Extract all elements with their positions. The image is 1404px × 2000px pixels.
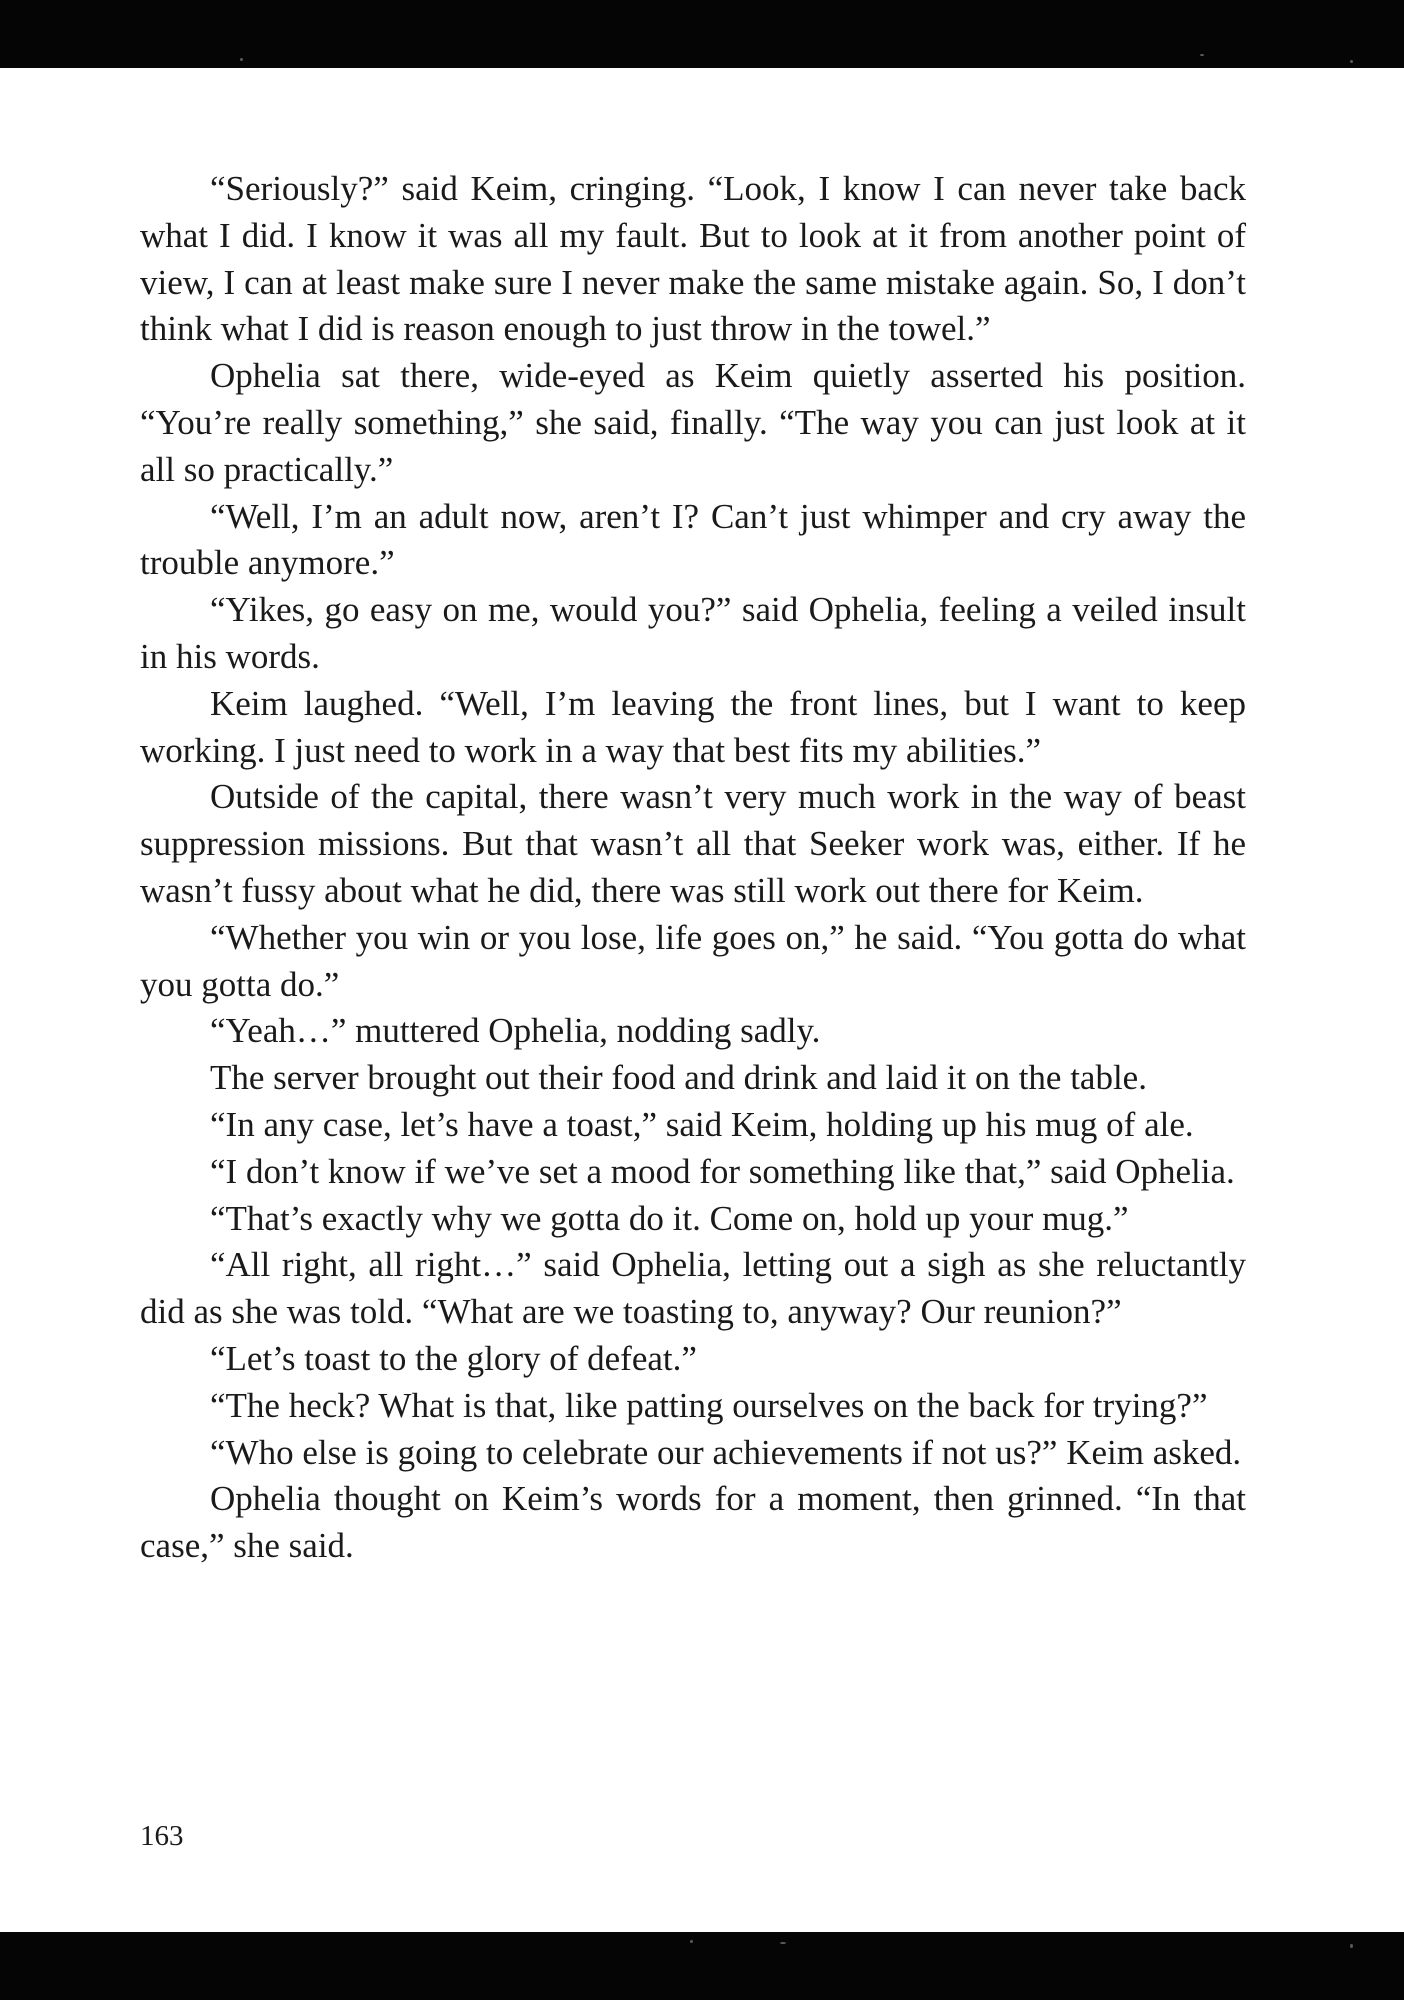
- scan-speck: [1350, 1944, 1353, 1948]
- paragraph: Ophelia sat there, wide-eyed as Keim quietly asserted his position. “You’re really something,” she said, finally. “The way you can just look at it all so practically.”: [140, 356, 1246, 489]
- bottom-scan-border: [0, 1932, 1404, 2000]
- paragraph: Keim laughed. “Well, I’m leaving the front lines, but I want to keep working. I just need to work in a way that best fits my abilities.”: [140, 683, 1246, 770]
- scan-speck: [240, 58, 243, 61]
- paragraph: “That’s exactly why we gotta do it. Come on, hold up your mug.”: [210, 1198, 1129, 1238]
- paragraph: “I don’t know if we’ve set a mood for something like that,” said Ophelia.: [210, 1151, 1235, 1191]
- scan-speck: [1350, 60, 1353, 63]
- paragraph: “Yikes, go easy on me, would you?” said Ophelia, feeling a veiled insult in his words.: [140, 590, 1246, 676]
- paragraph: “In any case, let’s have a toast,” said Keim, holding up his mug of ale.: [210, 1104, 1194, 1144]
- scan-speck: [1200, 54, 1204, 56]
- paragraph: “Whether you win or you lose, life goes on,” he said. “You gotta do what you gotta do.”: [140, 917, 1246, 1004]
- paragraph: “Seriously?” said Keim, cringing. “Look, I know I can never take back what I did. I know it was all my fault. But to look at it from another point of view, I can at least make sure I never make the same mistake again. So, I don’t think what I did is reason enough to just throw in the towel.”: [140, 169, 1246, 349]
- paragraph: “The heck? What is that, like patting ourselves on the back for trying?”: [210, 1385, 1208, 1425]
- scan-speck: [780, 1942, 786, 1944]
- page-number: 163: [140, 1820, 184, 1852]
- body-text: [140, 166, 1246, 1570]
- paragraph: Ophelia thought on Keim’s words for a moment, then grinned. “In that case,” she said.: [140, 1479, 1246, 1566]
- paragraph: “All right, all right…” said Ophelia, letting out a sigh as she reluctantly did as she was told. “What are we toasting to, anyway? Our reunion?”: [140, 1245, 1246, 1332]
- scan-speck: [690, 1940, 693, 1943]
- paragraph: “Who else is going to celebrate our achievements if not us?” Keim asked.: [210, 1432, 1242, 1472]
- paragraph: The server brought out their food and drink and laid it on the table.: [210, 1058, 1147, 1098]
- top-scan-border: [0, 0, 1404, 68]
- paragraph: Outside of the capital, there wasn’t very much work in the way of beast suppression missions. But that wasn’t all that Seeker work was, either. If he wasn’t fussy about what he did, there was still work out there for Keim.: [140, 777, 1246, 910]
- paragraph: “Well, I’m an adult now, aren’t I? Can’t just whimper and cry away the trouble anymore.”: [140, 496, 1246, 583]
- paragraph: “Let’s toast to the glory of defeat.”: [210, 1338, 697, 1378]
- paragraph: “Yeah…” muttered Ophelia, nodding sadly.: [210, 1011, 821, 1051]
